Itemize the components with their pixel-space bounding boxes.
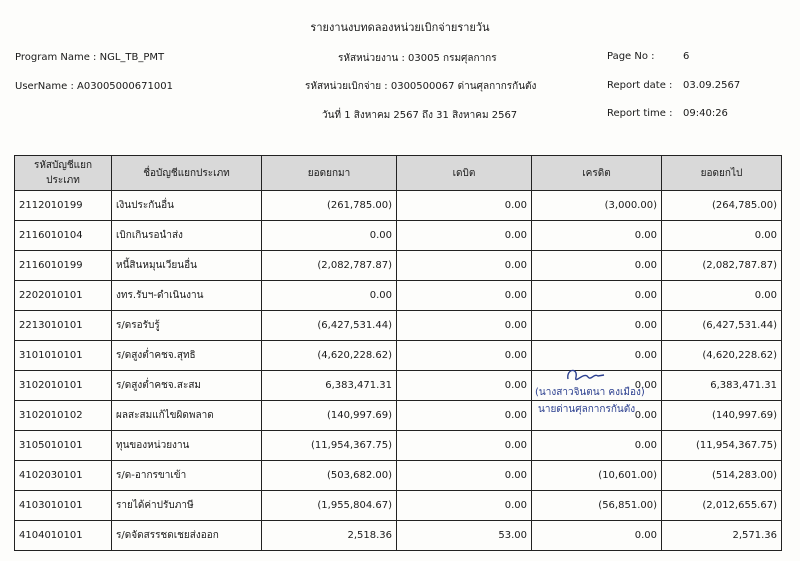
account-name: ทุนของหน่วยงาน	[112, 431, 262, 461]
account-code: 4104010101	[15, 521, 112, 551]
credit: (56,851.00)	[532, 491, 662, 521]
disbursement-unit-line: รหัสหน่วยเบิกจ่าย : 0300500067 ด่านศุลกากรกันตัง	[305, 81, 537, 92]
debit: 0.00	[397, 431, 532, 461]
program-name: Program Name : NGL_TB_PMT	[15, 52, 165, 63]
balance-carried-forward: (2,082,787.87)	[662, 251, 782, 281]
table-row	[15, 311, 782, 341]
account-code: 3102010101	[15, 371, 112, 401]
balance-brought-forward: 0.00	[262, 221, 397, 251]
column-header: เครดิต	[532, 156, 662, 191]
page-value: 6	[683, 51, 690, 62]
table-row	[15, 461, 782, 491]
account-code: 3105010101	[15, 431, 112, 461]
table-row	[15, 491, 782, 521]
table-row	[15, 221, 782, 251]
credit: 0.00	[532, 341, 662, 371]
account-name: ร/ดสูงต่ำคชจ.สุทธิ	[112, 341, 262, 371]
balance-brought-forward: (11,954,367.75)	[262, 431, 397, 461]
report-date-label: Report date :	[607, 80, 673, 91]
table-row	[15, 281, 782, 311]
balance-brought-forward: 2,518.36	[262, 521, 397, 551]
date-range-line: วันที่ 1 สิงหาคม 2567 ถึง 31 สิงหาคม 2567	[322, 110, 518, 121]
balance-carried-forward: (140,997.69)	[662, 401, 782, 431]
balance-carried-forward: (11,954,367.75)	[662, 431, 782, 461]
agency-line: รหัสหน่วยงาน : 03005 กรมศุลกากร	[338, 53, 497, 64]
account-name: เบิกเกินรอนำส่ง	[112, 221, 262, 251]
table-row	[15, 251, 782, 281]
account-code: 2202010101	[15, 281, 112, 311]
balance-carried-forward: (6,427,531.44)	[662, 311, 782, 341]
account-name: เงินประกันอื่น	[112, 191, 262, 221]
balance-brought-forward: (140,997.69)	[262, 401, 397, 431]
account-name: หนี้สินหมุนเวียนอื่น	[112, 251, 262, 281]
debit: 0.00	[397, 251, 532, 281]
column-header: ยอดยกมา	[262, 156, 397, 191]
account-name: รายได้ค่าปรับภาษี	[112, 491, 262, 521]
balance-carried-forward: 2,571.36	[662, 521, 782, 551]
table-row	[15, 371, 782, 401]
report-time-label: Report time :	[607, 108, 673, 119]
balance-brought-forward: (261,785.00)	[262, 191, 397, 221]
debit: 0.00	[397, 341, 532, 371]
table-row	[15, 191, 782, 221]
account-code: 3102010102	[15, 401, 112, 431]
balance-brought-forward: 6,383,471.31	[262, 371, 397, 401]
balance-carried-forward: (514,283.00)	[662, 461, 782, 491]
account-name: ผลสะสมแก้ไขผิดพลาด	[112, 401, 262, 431]
account-name: ร/ดสูงต่ำคชจ.สะสม	[112, 371, 262, 401]
stamp-position: นายด่านศุลกากรกันตัง	[538, 404, 636, 415]
page-label: Page No :	[607, 51, 655, 62]
balance-brought-forward: (6,427,531.44)	[262, 311, 397, 341]
debit: 0.00	[397, 191, 532, 221]
column-header: รหัสบัญชีแยกประเภท	[15, 156, 112, 191]
credit: (3,000.00)	[532, 191, 662, 221]
credit: 0.00	[532, 401, 662, 431]
debit: 0.00	[397, 281, 532, 311]
credit: (10,601.00)	[532, 461, 662, 491]
account-code: 2116010199	[15, 251, 112, 281]
balance-brought-forward: (2,082,787.87)	[262, 251, 397, 281]
report-time-value: 09:40:26	[683, 108, 728, 119]
balance-brought-forward: (4,620,228.62)	[262, 341, 397, 371]
table-row	[15, 431, 782, 461]
debit: 0.00	[397, 491, 532, 521]
balance-brought-forward: 0.00	[262, 281, 397, 311]
debit: 0.00	[397, 221, 532, 251]
debit: 0.00	[397, 461, 532, 491]
account-code: 3101010101	[15, 341, 112, 371]
debit: 0.00	[397, 371, 532, 401]
report-title: รายงานงบทดลองหน่วยเบิกจ่ายรายวัน	[310, 21, 490, 34]
stamp-name: (นางสาวจินตนา คงเมือง)	[535, 387, 645, 398]
table-row	[15, 401, 782, 431]
table-row	[15, 521, 782, 551]
account-code: 2116010104	[15, 221, 112, 251]
signature-mark	[564, 365, 606, 387]
balance-carried-forward: (264,785.00)	[662, 191, 782, 221]
debit: 0.00	[397, 311, 532, 341]
credit: 0.00	[532, 221, 662, 251]
credit: 0.00	[532, 311, 662, 341]
credit: 0.00	[532, 251, 662, 281]
credit: 0.00	[532, 281, 662, 311]
debit: 53.00	[397, 521, 532, 551]
column-header: เดบิต	[397, 156, 532, 191]
column-header: ยอดยกไป	[662, 156, 782, 191]
balance-brought-forward: (1,955,804.67)	[262, 491, 397, 521]
credit: 0.00	[532, 431, 662, 461]
credit: 0.00	[532, 371, 662, 401]
debit: 0.00	[397, 401, 532, 431]
balance-brought-forward: (503,682.00)	[262, 461, 397, 491]
user-name: UserName : A03005000671001	[15, 81, 173, 92]
account-code: 2112010199	[15, 191, 112, 221]
account-name: ร/ดจัดสรรชดเชยส่งออก	[112, 521, 262, 551]
table-row	[15, 341, 782, 371]
account-name: ร/ดรอรับรู้	[112, 311, 262, 341]
balance-carried-forward: 0.00	[662, 221, 782, 251]
table-header-row	[15, 156, 782, 191]
balance-carried-forward: 6,383,471.31	[662, 371, 782, 401]
trial-balance-table	[14, 155, 782, 551]
balance-carried-forward: (4,620,228.62)	[662, 341, 782, 371]
account-name: ร/ด-อากรขาเข้า	[112, 461, 262, 491]
account-code: 4102030101	[15, 461, 112, 491]
balance-carried-forward: 0.00	[662, 281, 782, 311]
credit: 0.00	[532, 521, 662, 551]
account-name: งทร.รับฯ-ดำเนินงาน	[112, 281, 262, 311]
balance-carried-forward: (2,012,655.67)	[662, 491, 782, 521]
account-code: 2213010101	[15, 311, 112, 341]
column-header: ชื่อบัญชีแยกประเภท	[112, 156, 262, 191]
account-code: 4103010101	[15, 491, 112, 521]
report-date-value: 03.09.2567	[683, 80, 741, 91]
